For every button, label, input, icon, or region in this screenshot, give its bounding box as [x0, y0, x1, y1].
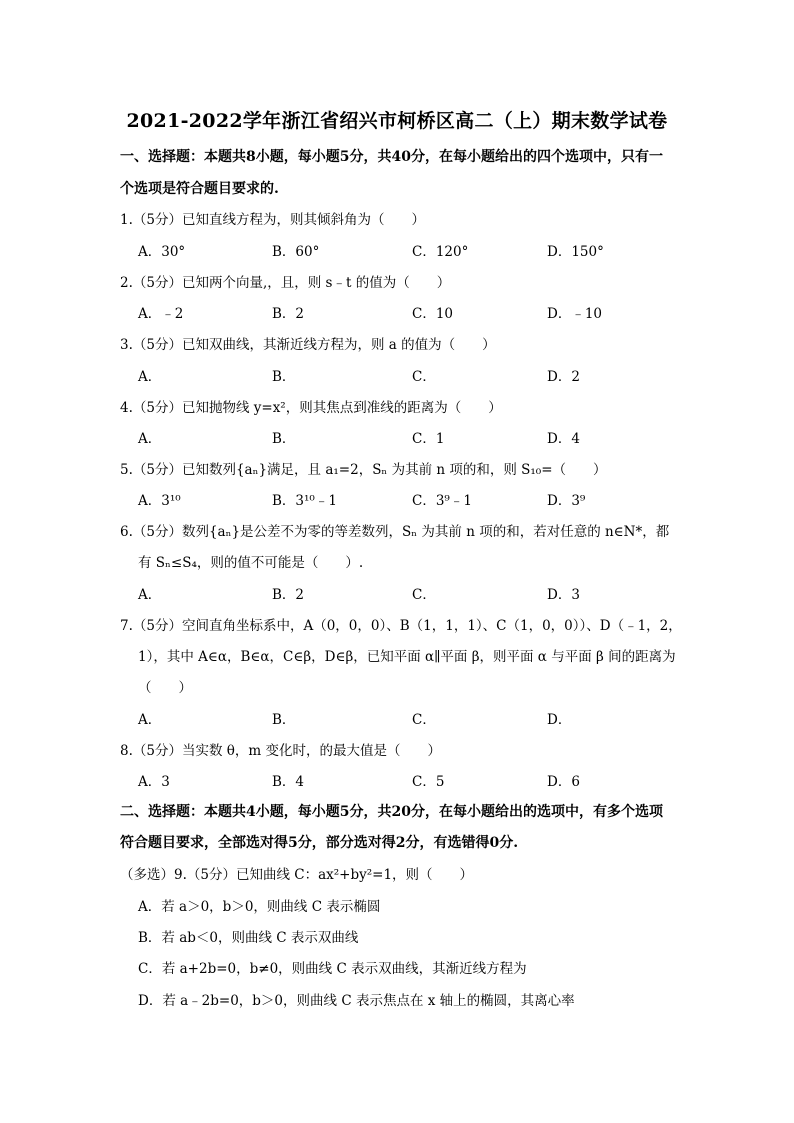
question-3-stem: 3.（5分）已知双曲线，其渐近线方程为，则 a 的值为（ ） — [120, 337, 496, 353]
q5-option-d: D．3⁹ — [547, 493, 586, 509]
q7-option-d: D． — [547, 712, 572, 728]
q5-option-c: C．3⁹﹣1 — [412, 493, 472, 509]
q1-option-c: C．120° — [412, 244, 469, 260]
q5-option-b: B．3¹⁰﹣1 — [272, 493, 337, 509]
question-1-stem: 1.（5分）已知直线方程为，则其倾斜角为（ ） — [120, 212, 425, 228]
q4-option-b: B． — [272, 431, 296, 447]
q3-option-c: C． — [412, 369, 436, 385]
q2-option-c: C．10 — [412, 306, 454, 322]
q9-option-c: C．若 a+2b=0，b≠0，则曲线 C 表示双曲线，其渐近线方程为 — [138, 961, 527, 977]
q8-option-d: D．6 — [547, 774, 580, 790]
q6-option-d: D．3 — [547, 587, 580, 603]
question-7-stem-line3: （ ） — [138, 680, 192, 696]
q5-option-a: A．3¹⁰ — [138, 493, 181, 509]
section2-heading-line1: 二、选择题：本题共4小题，每小题5分，共20分，在每小题给出的选项中，有多个选项 — [120, 804, 663, 820]
q3-option-b: B． — [272, 369, 296, 385]
q9-option-b: B．若 ab＜0，则曲线 C 表示双曲线 — [138, 930, 359, 946]
section1-heading-line2: 个选项是符合题目要求的. — [120, 181, 279, 197]
question-4-stem: 4.（5分）已知抛物线 y=x²，则其焦点到准线的距离为（ ） — [120, 400, 502, 416]
q1-option-a: A．30° — [138, 244, 186, 260]
q1-option-b: B．60° — [272, 244, 320, 260]
question-7-stem: 7.（5分）空间直角坐标系中，A（0，0，0）、B（1，1，1）、C（1，0，0））、D（﹣1，2， — [120, 618, 682, 634]
question-7-stem-line2: 1），其中 A∈α，B∈α，C∈β，D∈β，已知平面 α∥平面 β，则平面 α 与平面 β 间的距离为 — [138, 649, 676, 665]
question-9-stem: （多选）9.（5分）已知曲线 C：ax²+by²=1，则（ ） — [120, 867, 474, 883]
question-6-stem-line2: 有 Sₙ≤S₄，则的值不可能是（ ）. — [138, 555, 364, 571]
q7-option-b: B． — [272, 712, 296, 728]
q4-option-c: C．1 — [412, 431, 445, 447]
q2-option-d: D．﹣10 — [547, 306, 603, 322]
q3-option-d: D．2 — [547, 369, 580, 385]
q8-option-b: B．4 — [272, 774, 305, 790]
q4-option-d: D．4 — [547, 431, 580, 447]
q9-option-d: D．若 a﹣2b=0，b＞0，则曲线 C 表示焦点在 x 轴上的椭圆，其离心率 — [138, 993, 575, 1009]
q4-option-a: A． — [138, 431, 162, 447]
section2-heading-line2: 符合题目要求，全部选对得5分，部分选对得2分，有选错得0分. — [120, 835, 519, 851]
q6-option-b: B．2 — [272, 587, 305, 603]
q8-option-c: C．5 — [412, 774, 445, 790]
q2-option-b: B．2 — [272, 306, 305, 322]
q6-option-a: A． — [138, 587, 162, 603]
question-6-stem: 6.（5分）数列{aₙ}是公差不为零的等差数列，Sₙ 为其前 n 项的和，若对任意的 n∈N*，都 — [120, 524, 670, 540]
q7-option-a: A． — [138, 712, 162, 728]
q7-option-c: C． — [412, 712, 436, 728]
q3-option-a: A． — [138, 369, 162, 385]
section1-heading-line1: 一、选择题：本题共8小题，每小题5分，共40分，在每小题给出的四个选项中，只有一 — [120, 149, 663, 165]
question-5-stem: 5.（5分）已知数列{aₙ}满足，且 a₁=2，Sₙ 为其前 n 项的和，则 S₁₀=（ ） — [120, 462, 607, 478]
q8-option-a: A．3 — [138, 774, 170, 790]
q9-option-a: A．若 a＞0，b＞0，则曲线 C 表示椭圆 — [138, 899, 381, 915]
question-2-stem: 2.（5分）已知两个向量,，且，则 s﹣t 的值为（ ） — [120, 275, 451, 291]
q6-option-c: C． — [412, 587, 436, 603]
page-title: 2021-2022学年浙江省绍兴市柯桥区高二（上）期末数学试卷 — [126, 110, 668, 132]
q2-option-a: A．﹣2 — [138, 306, 184, 322]
q1-option-d: D．150° — [547, 244, 604, 260]
question-8-stem: 8.（5分）当实数 θ，m 变化时，的最大值是（ ） — [120, 743, 441, 759]
